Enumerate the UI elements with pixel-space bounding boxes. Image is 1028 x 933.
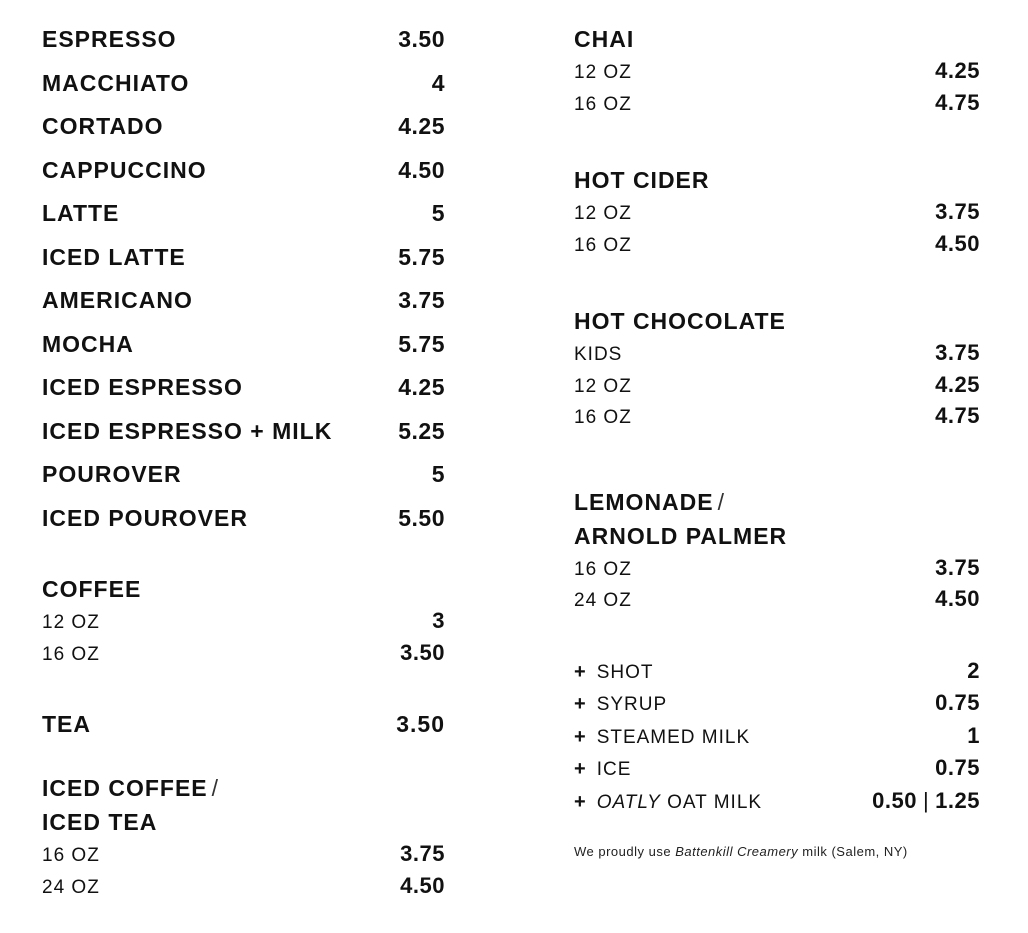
addon-price: 2 [967, 657, 980, 683]
plus-icon: + [574, 725, 587, 748]
tea-price: 3.50 [396, 711, 445, 737]
item-price: 4 [431, 69, 445, 96]
size-row [574, 401, 980, 433]
size-row [42, 839, 445, 871]
menu-item [42, 196, 445, 240]
size-label: 24 OZ [42, 876, 100, 898]
item-price: 5.75 [398, 243, 445, 270]
size-row [574, 88, 980, 120]
item-name: AMERICANO [42, 287, 193, 313]
menu-item [42, 153, 445, 197]
menu-item [42, 22, 445, 66]
price-small: 0.50 [872, 787, 917, 813]
size-label: 24 OZ [574, 590, 632, 611]
addon-row-oat-milk [574, 786, 980, 819]
size-label: 12 OZ [574, 375, 632, 397]
menu-item [42, 414, 445, 458]
addon-price: 1 [967, 722, 980, 748]
size-label: 16 OZ [42, 643, 100, 665]
item-name: POUROVER [42, 461, 182, 487]
size-label: 16 OZ [574, 558, 632, 580]
size-price: 4.25 [935, 371, 980, 397]
title-slash: / [211, 775, 220, 801]
section-title-iced-tea: ICED TEA [42, 809, 158, 835]
menu-item [42, 283, 445, 327]
addon-row-shot [574, 656, 980, 689]
item-name: ICED ESPRESSO [42, 374, 243, 400]
size-row [574, 229, 980, 261]
item-price: 5 [431, 461, 445, 487]
size-price: 4.25 [935, 58, 980, 83]
size-price: 4.50 [400, 872, 445, 898]
oatly-brand: OATLY [596, 791, 661, 813]
size-label: KIDS [574, 344, 623, 365]
size-price: 3 [432, 608, 445, 633]
size-row [42, 638, 445, 670]
size-row [574, 584, 980, 616]
addon-label-oat: OAT [667, 791, 708, 813]
item-price: 5.25 [398, 417, 445, 444]
section-title-arnold-palmer: ARNOLD PALMER [574, 522, 788, 549]
size-price: 4.50 [935, 586, 980, 611]
plus-icon: + [574, 758, 587, 780]
item-name: CAPPUCCINO [42, 156, 207, 183]
section-title-tea: TEA [42, 711, 91, 737]
size-price: 4.75 [935, 89, 980, 115]
coffee-section [42, 572, 445, 669]
note-prefix: We proudly use [574, 844, 676, 859]
menu-item [42, 240, 445, 284]
section-title-chai: CHAI [574, 26, 635, 52]
item-name: ICED LATTE [42, 243, 186, 270]
item-price: 5 [431, 200, 445, 226]
item-name: MOCHA [42, 330, 134, 357]
milk-note [574, 844, 980, 859]
addon-label-milk: MILK [713, 791, 763, 813]
size-label: 16 OZ [574, 407, 632, 428]
addon-label: ICE [596, 759, 632, 780]
size-row [574, 370, 980, 402]
size-label: 12 OZ [574, 62, 632, 83]
item-name: ICED POUROVER [42, 504, 248, 531]
plus-icon: + [574, 660, 587, 683]
right-menu-column [574, 22, 980, 859]
hot-chocolate-section [574, 304, 980, 433]
size-price: 4.50 [935, 230, 980, 256]
item-name: LATTE [42, 200, 120, 226]
section-title-iced-coffee [42, 771, 445, 805]
title-line-1: LEMONADE [574, 488, 714, 515]
addon-price [872, 786, 980, 816]
item-price: 5.75 [398, 330, 445, 357]
size-row [42, 871, 445, 903]
size-price: 3.75 [935, 340, 980, 365]
size-price: 3.75 [400, 841, 445, 866]
menu-item [42, 66, 445, 110]
addon-label: SHOT [596, 661, 654, 683]
plus-icon: + [574, 790, 587, 813]
note-suffix: milk (Salem, NY) [798, 844, 908, 859]
size-price: 4.75 [935, 403, 980, 428]
size-row [42, 606, 445, 638]
size-price: 3.75 [935, 199, 980, 224]
size-label: 12 OZ [574, 203, 632, 224]
section-title-coffee: COFFEE [42, 576, 142, 602]
item-price: 4.25 [398, 374, 445, 400]
lemonade-section [574, 485, 980, 616]
section-title-hot-chocolate: HOT CHOCOLATE [574, 308, 786, 334]
size-row [574, 553, 980, 585]
addon-price: 0.75 [935, 755, 980, 780]
size-row [574, 338, 980, 370]
size-label: 16 OZ [574, 93, 632, 115]
item-name: CORTADO [42, 113, 164, 139]
espresso-list [42, 22, 445, 544]
size-label: 16 OZ [574, 234, 632, 256]
item-name: MACCHIATO [42, 69, 190, 96]
menu-item [42, 501, 445, 545]
addon-label: STEAMED MILK [596, 726, 751, 748]
size-price: 3.75 [935, 554, 980, 580]
title-line-1: ICED COFFEE [42, 775, 208, 801]
section-title-lemonade [574, 485, 980, 519]
tea-section [42, 707, 445, 741]
item-price: 5.50 [398, 504, 445, 531]
item-price: 3.50 [398, 26, 445, 52]
size-label: 12 OZ [42, 612, 100, 633]
size-label: 16 OZ [42, 845, 100, 866]
item-name: ESPRESSO [42, 26, 177, 52]
item-price: 4.50 [398, 156, 445, 183]
item-price: 4.25 [398, 113, 445, 139]
section-title-hot-cider: HOT CIDER [574, 167, 710, 193]
hot-cider-section [574, 163, 980, 260]
menu-item [42, 327, 445, 371]
addons-section [574, 656, 980, 819]
chai-section [574, 22, 980, 119]
menu-item [42, 109, 445, 153]
item-price: 3.75 [398, 287, 445, 313]
menu-item [42, 457, 445, 501]
iced-coffee-tea-section [42, 771, 445, 902]
item-name: ICED ESPRESSO + MILK [42, 417, 333, 444]
note-brand: Battenkill Creamery [675, 844, 799, 859]
addon-row-syrup [574, 688, 980, 721]
plus-icon: + [574, 693, 587, 715]
addon-row-steamed-milk [574, 721, 980, 754]
menu-item [42, 370, 445, 414]
size-row [574, 197, 980, 229]
size-price: 3.50 [400, 639, 445, 665]
addon-row-ice [574, 753, 980, 786]
price-separator: | [922, 787, 930, 813]
left-menu-column [42, 22, 445, 902]
price-large: 1.25 [935, 787, 980, 813]
addon-price: 0.75 [935, 690, 980, 715]
addon-label: SYRUP [596, 694, 668, 715]
title-slash: / [717, 488, 726, 515]
size-row [574, 56, 980, 88]
